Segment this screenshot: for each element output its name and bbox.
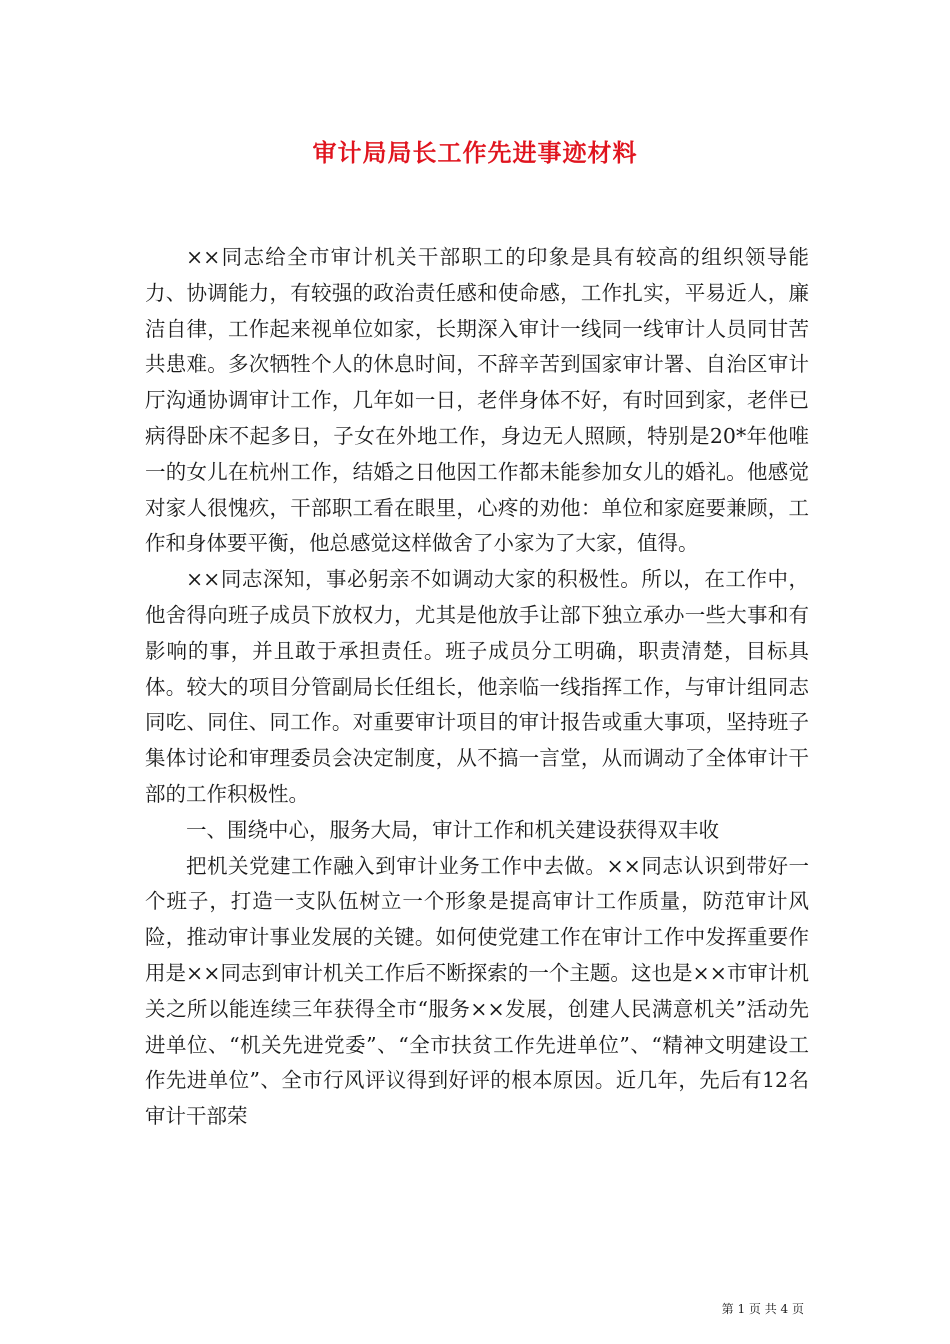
paragraph-1: ××同志给全市审计机关干部职工的印象是具有较高的组织领导能力、协调能力，有较强的政治责任感和使命感，工作扎实，平易近人，廉洁自律，工作起来视单位如家，长期深入审计一线同一线审计人员同甘苦共患难。多次牺牲个人的休息时间，不辞辛苦到国家审计署、自治区审计厅沟通协调审计工作，几年如一日，老伴身体不好，有时回到家，老伴已病得卧床不起多日，子女在外地工作，身边无人照顾，特别是20*年他唯一的女儿在杭州工作，结婚之日他因工作都未能参加女儿的婚礼。他感觉对家人很愧疚，干部职工看在眼里，心疼的劝他：单位和家庭要兼顾，工作和身体要平衡，他总感觉这样做舍了小家为了大家，值得。 [145,245,809,556]
section-heading: 一、围绕中心，服务大局，审计工作和机关建设获得双丰收 [186,817,719,842]
page-number: 第 1 页 共 4 页 [721,1302,804,1316]
paragraph-3: 把机关党建工作融入到审计业务工作中去做。××同志认识到带好一个班子，打造一支队伍树立一个形象是提高审计工作质量，防范审计风险，推动审计事业发展的关键。如何使党建工作在审计工作中发挥重要作用是××同志到审计机关工作后不断探索的一个主题。这也是××市审计机关之所以能连续三年获得全市“服务××发展，创建人民满意机关”活动先进单位、“机关先进党委”、“全市扶贫工作先进单位”、“精神文明建设工作先进单位”、全市行风评议得到好评的根本原因。近几年，先后有12名审计干部荣 [145,853,809,1129]
document-body [145,240,809,1135]
document-title: 审计局局长工作先进事迹材料 [312,139,638,167]
paragraph-2: ××同志深知，事必躬亲不如调动大家的积极性。所以，在工作中，他舍得向班子成员下放权力，尤其是他放手让部下独立承办一些大事和有影响的事，并且敢于承担责任。班子成员分工明确，职责清楚，目标具体。较大的项目分管副局长任组长，他亲临一线指挥工作，与审计组同志同吃、同住、同工作。对重要审计项目的审计报告或重大事项，坚持班子集体讨论和审理委员会决定制度，从不搞一言堂，从而调动了全体审计干部的工作积极性。 [145,567,809,806]
